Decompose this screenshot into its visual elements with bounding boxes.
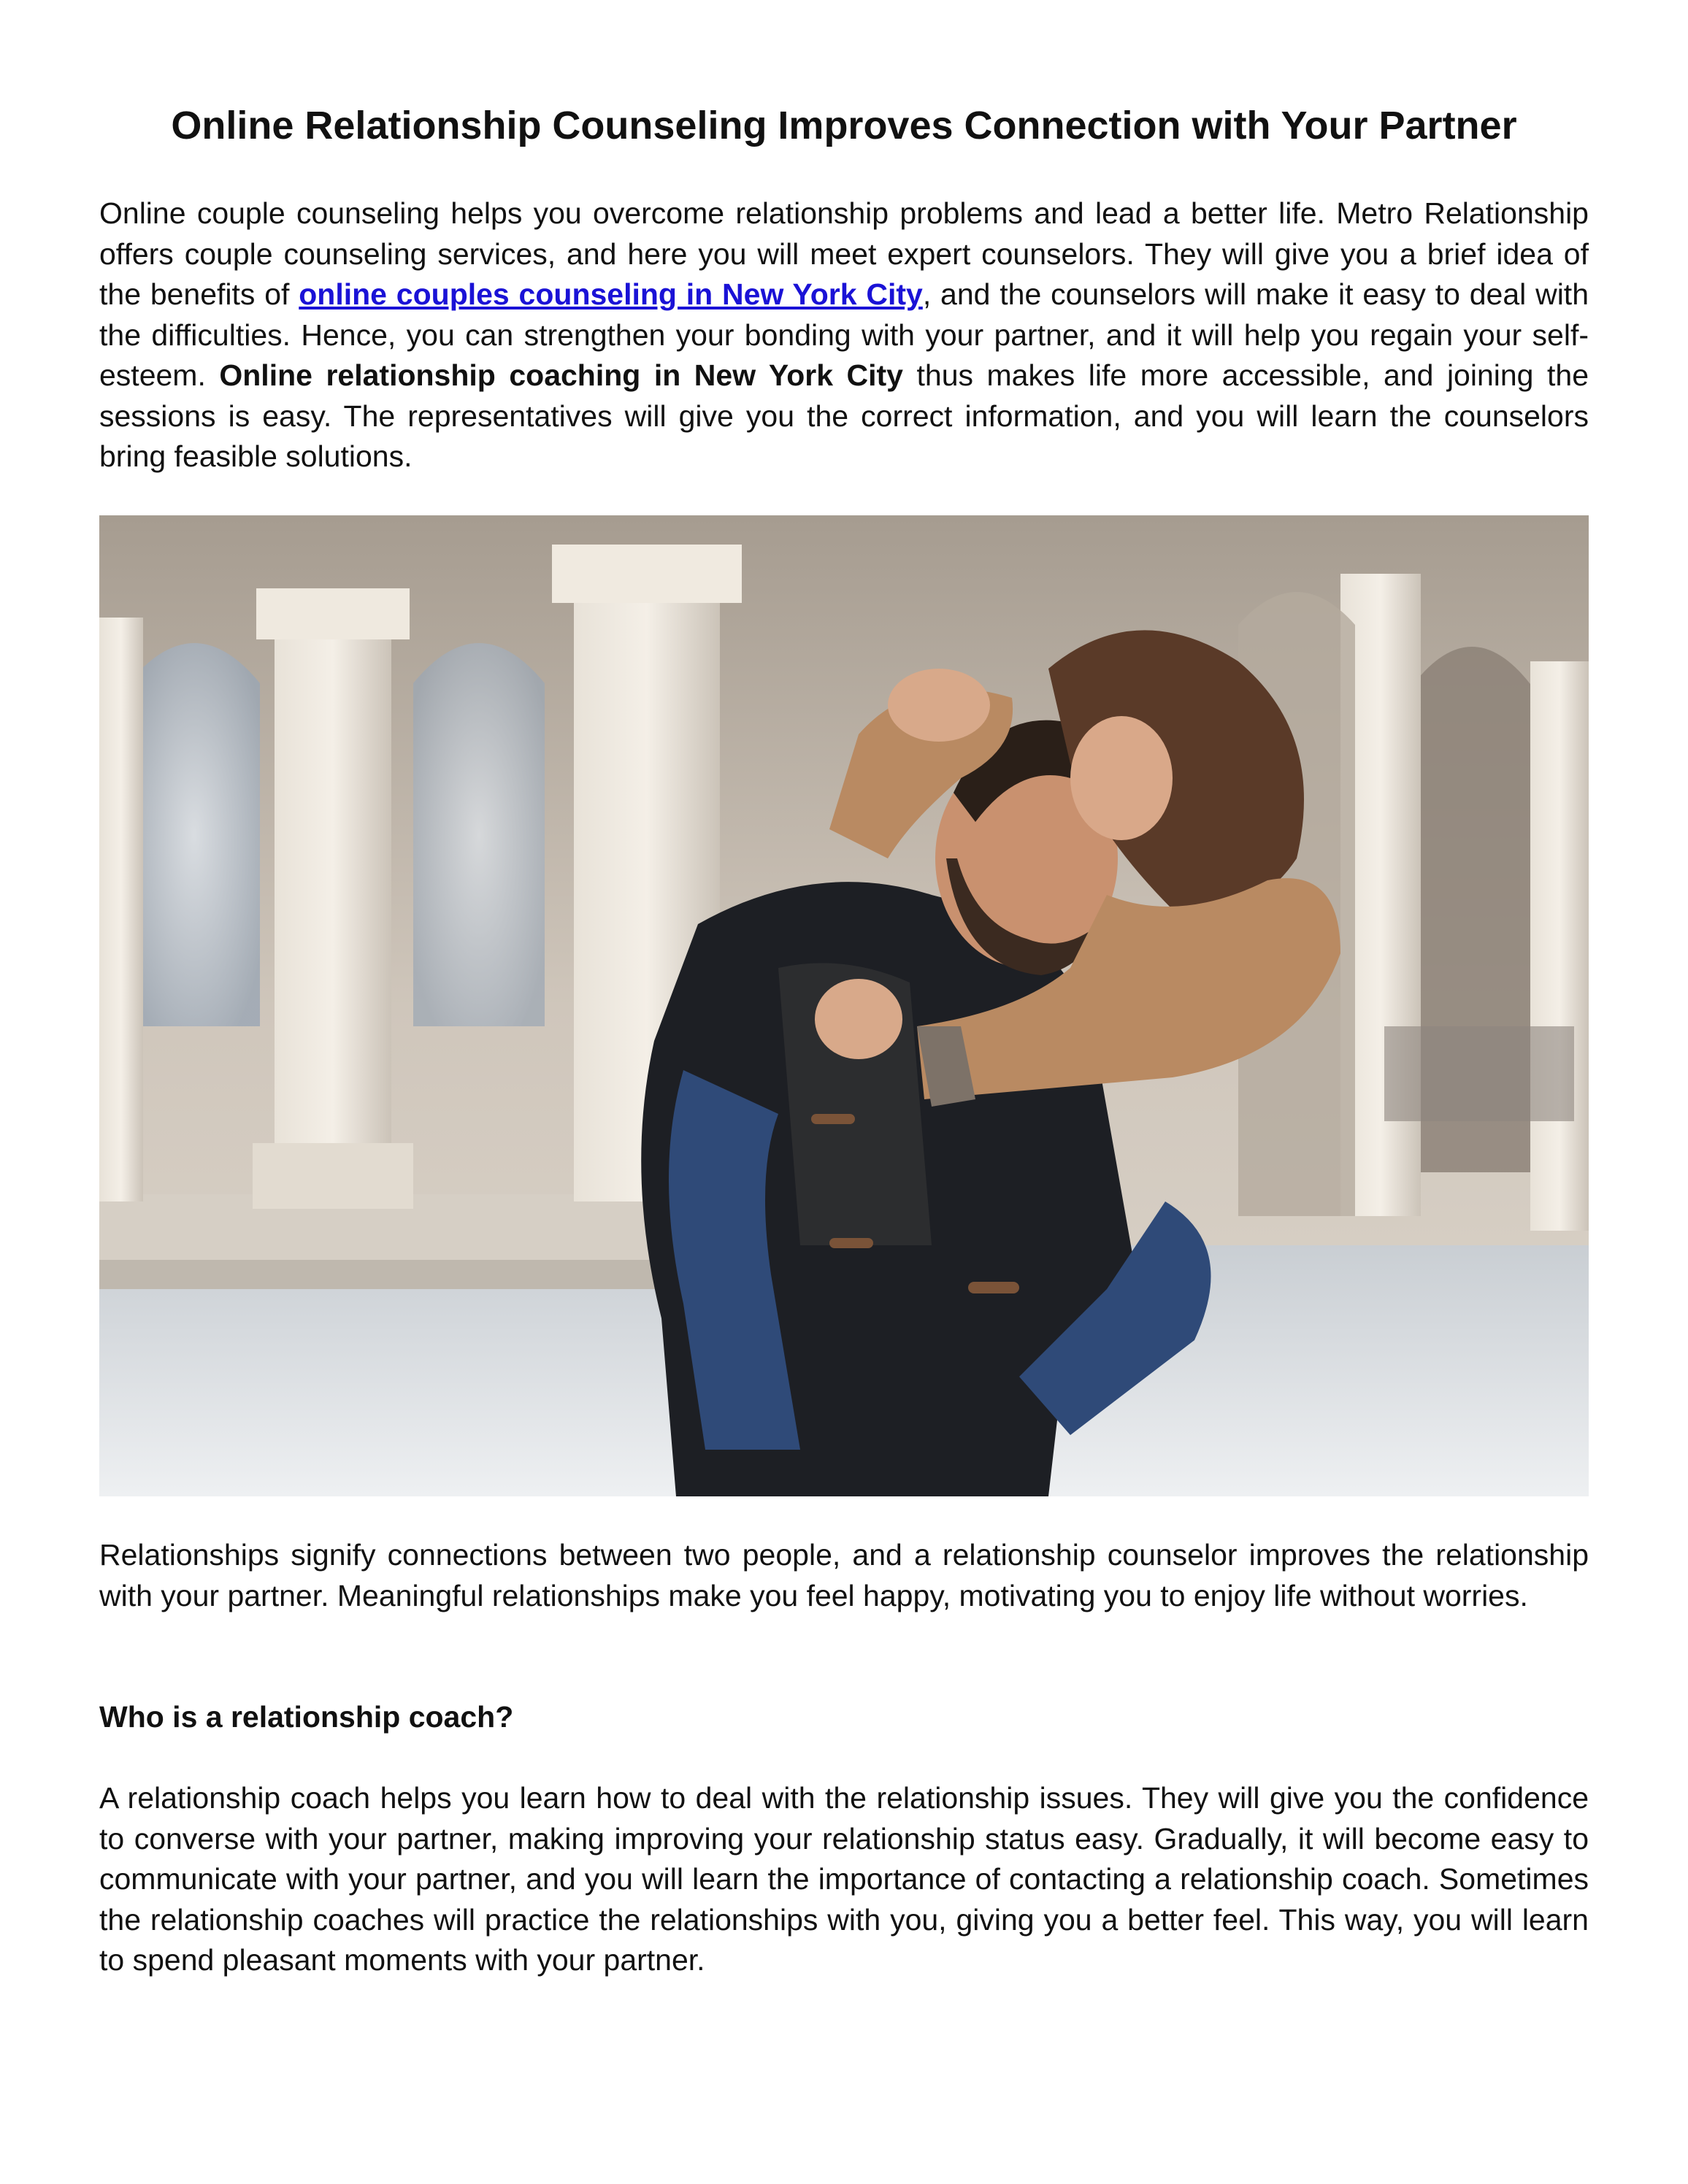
couple-piggyback-photo	[99, 515, 1589, 1496]
couple-photo-illustration	[99, 515, 1589, 1496]
intro-paragraph	[99, 193, 1589, 477]
counseling-nyc-link[interactable]: online couples counseling in New York City	[299, 277, 923, 311]
coach-paragraph: A relationship coach helps you learn how to deal with the relationship issues. They will give you the confidence to converse with your partner, making improving your relationship status easy. Gradually, it will become easy to communicate with your partner, and you will learn the importance of contacting a relationship coach. Sometimes the relationship coaches will practice the relationships with you, giving you a better feel. This way, you will learn to spend pleasant moments with your partner.	[99, 1781, 1589, 1977]
page-title: Online Relationship Counseling Improves Connection with Your Partner	[171, 104, 1517, 147]
section-heading: Who is a relationship coach?	[99, 1700, 514, 1734]
intro-text-end: thus makes life more accessible, and joining the sessions is easy. The representatives will give you the correct information, and you will learn the counselors bring feasible solutions.	[99, 358, 1589, 473]
intro-text-after-link: , and the counselors will make it easy to deal with the difficulties. Hence, you can strengthen your bonding with your partner, and it will help you regain your self-esteem.	[99, 277, 1589, 392]
relationships-paragraph: Relationships signify connections between two people, and a relationship counselor improves the relationship with your partner. Meaningful relationships make you feel happy, motivating you to enjoy life without worries.	[99, 1538, 1589, 1612]
intro-text-before-link: Online couple counseling helps you overcome relationship problems and lead a better life. Metro Relationship offers couple counseling services, and here you will meet expert counselors. They will give you a brief idea of the benefits of	[99, 196, 1589, 311]
intro-bold-phrase: Online relationship coaching in New York City	[219, 358, 903, 392]
